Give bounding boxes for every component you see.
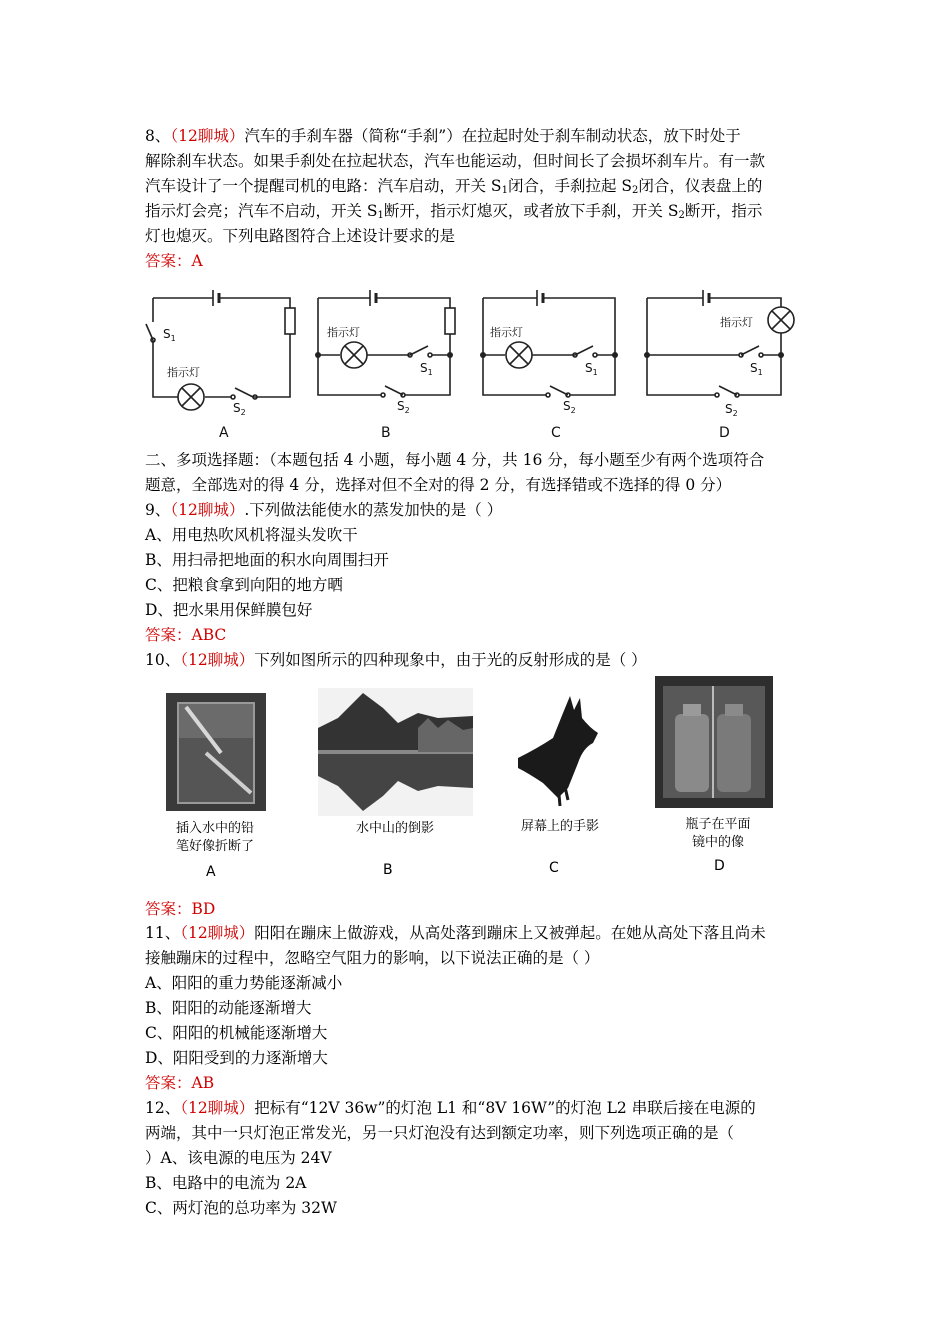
q10-stem: 10、（12聊城）下列如图所示的四种现象中，由于光的反射形成的是（ ） [145,651,647,669]
q12-source: （12聊城） [180,1099,255,1117]
q8-number: 8、 [145,127,171,145]
q9-option-a: A、用电热吹风机将湿头发吹干 [145,526,358,544]
q12-line-2: 两端，其中一只灯泡正常发光，另一只灯泡没有达到额定功率，则下列选项正确的是（ [145,1124,735,1142]
q9-option-c: C、把粮食拿到向阳的地方晒 [145,576,343,594]
b-lamp-label: 指示灯 [327,326,360,339]
q8-answer: 答案：A [145,252,203,270]
section2-line-1: 二、多项选择题：（本题包括 4 小题，每小题 4 分，共 16 分，每小题至少有两个选项符合 [145,451,765,469]
q11-option-a: A、阳阳的重力势能逐渐减小 [145,974,343,992]
q12-line-3: ）A、该电源的电压为 24V [145,1149,332,1167]
q9-stem: 9、（12聊城）.下列做法能使水的蒸发加快的是（ ） [145,501,503,519]
q11-option-b: B、阳阳的动能逐渐增大 [145,999,312,1017]
photo-label-a: A [206,864,216,880]
b-s1-label: $S_1$ [420,361,433,377]
q8-line-3: 汽车设计了一个提醒司机的电路：汽车启动，开关 $S_1$闭合，手刹拉起 $S_2$闭合，仪表盘上的 [145,177,763,196]
a-s2-label: $S_2$ [233,401,246,417]
q9-option-d: D、把水果用保鲜膜包好 [145,601,313,619]
circuit-diagrams [145,280,805,445]
q10-source: （12聊城） [180,651,255,669]
circuit-a [146,290,295,410]
circuit-b [318,290,455,397]
caption-a-text: 插入水中的铅 笔好像折断了 [175,821,254,854]
q8-text-1: 汽车的手刹车器（简称“手刹”）在拉起时处于刹车制动状态，放下时处于 [244,127,741,145]
q8-line-5: 灯也熄灭。下列电路图符合上述设计要求的是 [145,227,456,245]
q11-line-1: 11、（12聊城）阳阳在蹦床上做游戏，从高处落到蹦床上又被弹起。在她从高处下落且尚未 [145,924,766,942]
b-s2-label: $S_2$ [397,399,410,415]
circuit-d [647,290,794,397]
photo-hand-shadow [508,688,608,813]
c-lamp-label: 指示灯 [490,326,523,339]
q8-line-2: 解除刹车状态。如果手刹处在拉起状态，汽车也能运动，但时间长了会损坏刹车片。有一款 [145,152,766,170]
c-s2-label: $S_2$ [563,399,576,415]
circuit-c [483,290,615,397]
c-s1-label: $S_1$ [585,361,598,377]
q10-answer: 答案：BD [145,900,216,918]
caption-d-text: 瓶子在平面 镜中的像 [685,817,751,850]
q11-source: （12聊城） [180,924,255,942]
q8-source: （12聊城） [170,127,245,145]
circuit-label-b: B [381,425,391,441]
q9-source: （12聊城） [170,501,245,519]
d-lamp-label: 指示灯 [720,316,753,329]
q11-line-2: 接触蹦床的过程中，忽略空气阻力的影响，以下说法正确的是（ ） [145,949,600,967]
q12-line-1: 12、（12聊城）把标有“12V 36w”的灯泡 L1 和“8V 16W”的灯泡 L2 串联后接在电源的 [145,1099,756,1117]
caption-a [160,820,270,856]
section2-line-2: 题意，全部选对的得 4 分，选择对但不全对的得 2 分，有选择错或不选择的得 0 分） [145,476,732,494]
photo-label-b: B [383,862,393,878]
circuit-label-c: C [551,425,561,441]
q11-answer: 答案：AB [145,1074,215,1092]
q9-answer: 答案：ABC [145,626,227,644]
a-lamp-label: 指示灯 [167,366,200,379]
d-s2-label: $S_2$ [725,402,738,418]
q12-option-c: C、两灯泡的总功率为 32W [145,1199,337,1217]
photo-pencil-in-water [166,693,266,811]
q9-option-b: B、用扫帚把地面的积水向周围扫开 [145,551,389,569]
q11-option-c: C、阳阳的机械能逐渐增大 [145,1024,328,1042]
q8-line-4: 指示灯会亮；汽车不启动，开关 $S_1$断开，指示灯熄灭，或者放下手刹，开关 $S_2$断开，指示 [145,202,763,221]
q12-option-b: B、电路中的电流为 2A [145,1174,307,1192]
photo-mountain-reflection [318,688,473,816]
circuit-label-a: A [219,425,229,441]
caption-d [668,816,768,852]
caption-c: 屏幕上的手影 [520,819,599,834]
photo-label-c: C [549,860,559,876]
q8-line-1 [145,125,741,147]
a-s1-label: $S_1$ [163,327,176,343]
photo-bottle-mirror [655,676,773,808]
circuit-label-d: D [719,425,730,441]
caption-b: 水中山的倒影 [355,821,434,836]
d-s1-label: $S_1$ [750,361,763,377]
q11-option-d: D、阳阳受到的力逐渐增大 [145,1049,328,1067]
photo-label-d: D [714,858,725,874]
